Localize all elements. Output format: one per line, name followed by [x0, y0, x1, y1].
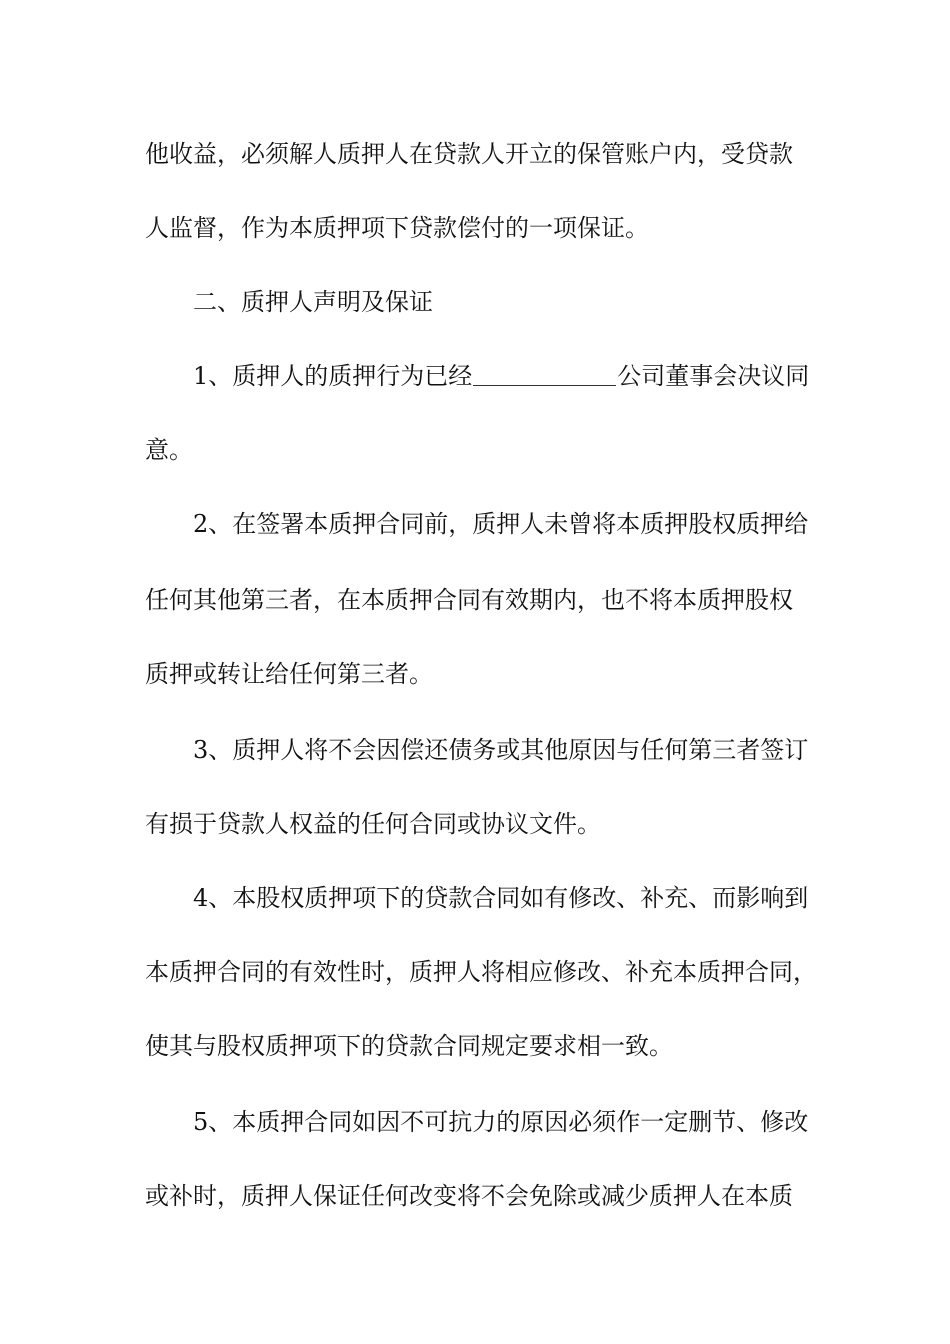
paragraph-line: 有损于贷款人权益的任何合同或协议文件。 [145, 810, 601, 838]
paragraph-line: 4、本股权质押项下的贷款合同如有修改、补充、而影响到 [193, 884, 809, 912]
paragraph-line: 2、在签署本质押合同前，质押人未曾将本质押股权质押给 [193, 510, 809, 538]
paragraph-line: 他收益，必须解人质押人在贷款人开立的保管账户内，受贷款 [145, 140, 793, 168]
paragraph-line: 5、本质押合同如因不可抗力的原因必须作一定删节、修改 [193, 1108, 809, 1136]
paragraph-line: 质押或转让给任何第三者。 [145, 660, 433, 688]
fill-in-blank [473, 357, 616, 386]
clause-text: 公司董事会决议同 [617, 362, 810, 390]
paragraph-line: 意。 [145, 436, 193, 464]
section-heading: 二、质押人声明及保证 [193, 288, 433, 316]
paragraph-line: 3、质押人将不会因偿还债务或其他原因与任何第三者签订 [193, 736, 809, 764]
paragraph-line [193, 356, 873, 396]
paragraph-line: 或补时，质押人保证任何改变将不会免除或减少质押人在本质 [145, 1182, 793, 1210]
paragraph-line: 本质押合同的有效性时，质押人将相应修改、补充本质押合同， [145, 958, 817, 986]
paragraph-line: 人监督，作为本质押项下贷款偿付的一项保证。 [145, 214, 649, 242]
paragraph-line: 使其与股权质押项下的贷款合同规定要求相一致。 [145, 1032, 673, 1060]
clause-text: 1、质押人的质押行为已经 [193, 362, 473, 390]
paragraph-line: 任何其他第三者，在本质押合同有效期内，也不将本质押股权 [145, 586, 793, 614]
